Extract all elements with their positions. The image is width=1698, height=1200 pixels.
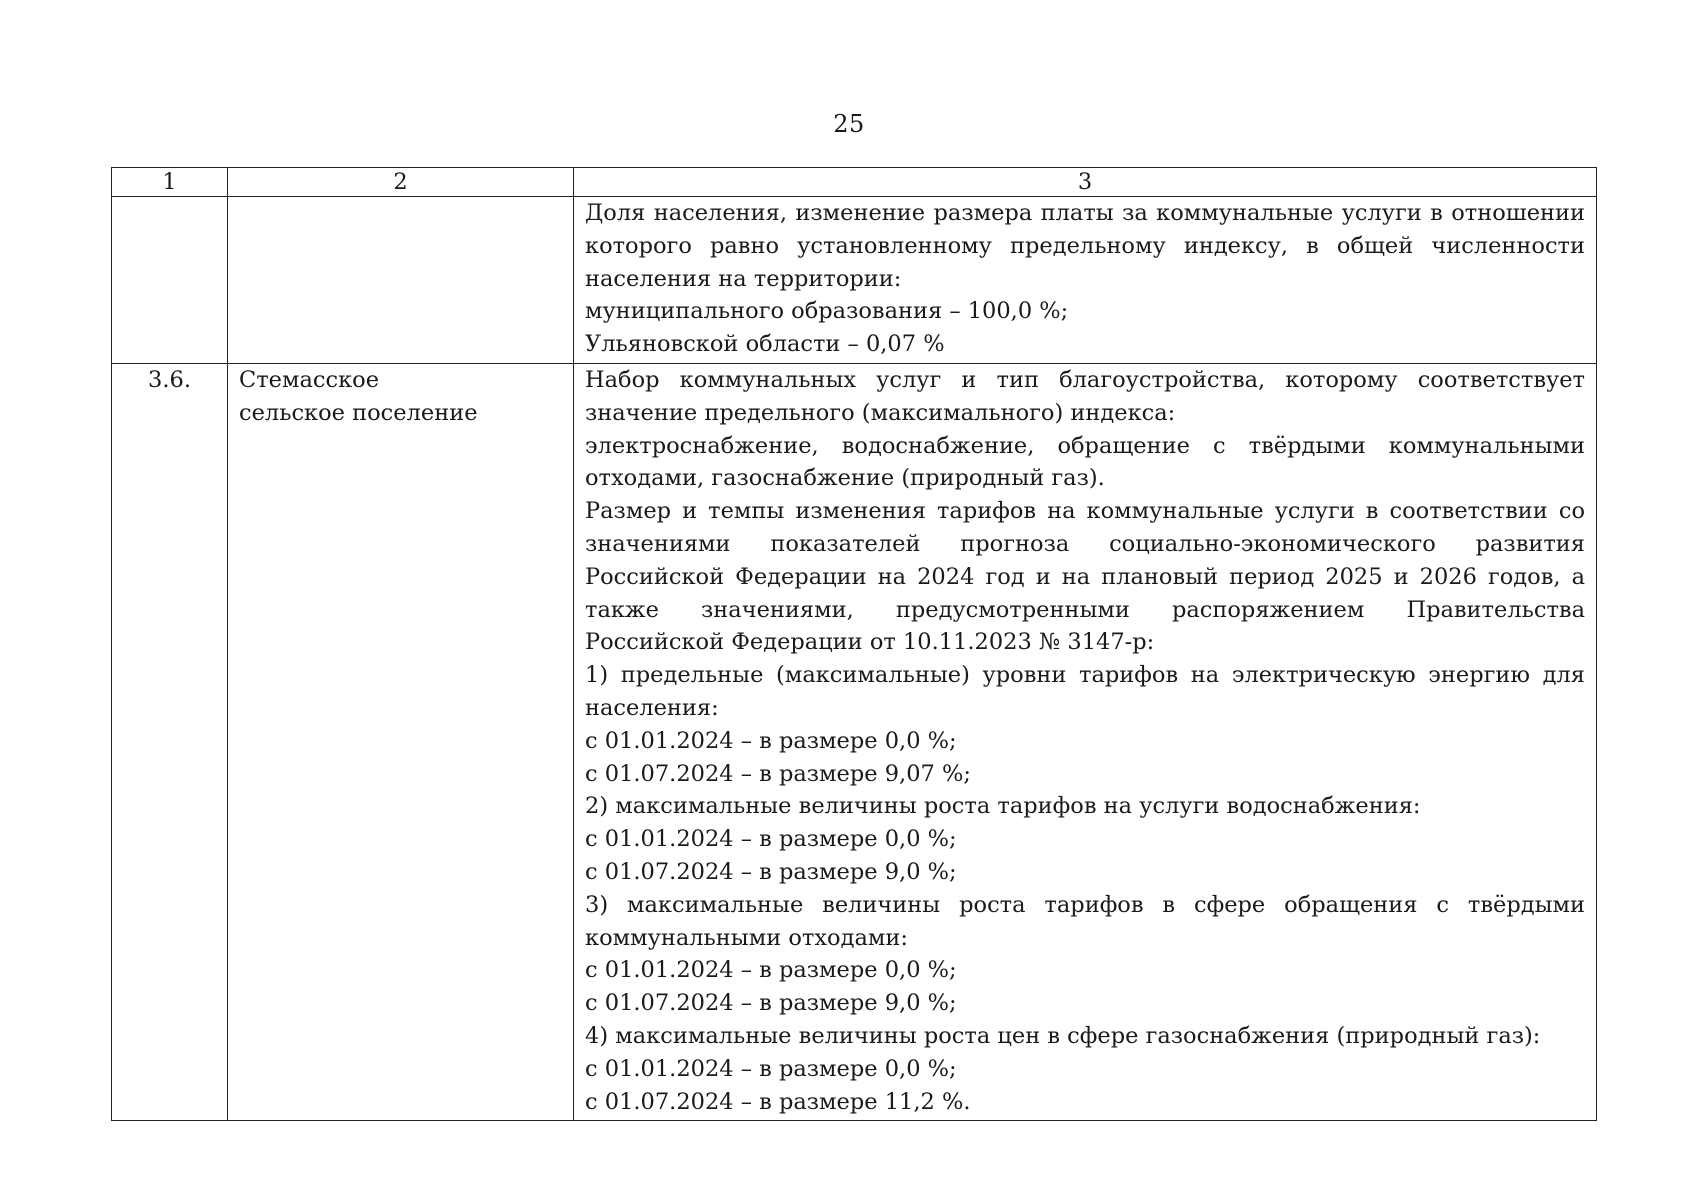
row-number-cell: [112, 197, 228, 364]
settlement-name-line: сельское поселение: [239, 399, 478, 426]
paragraph: с 01.07.2024 – в размере 9,0 %;: [585, 858, 957, 885]
row-number-cell: 3.6.: [112, 363, 228, 1120]
settlement-name-cell: [228, 197, 574, 364]
paragraph: Доля населения, изменение размера платы за коммунальные услуги в отношении которого равно установленному предельному индексу, в общей численности населения на территории:: [585, 200, 1585, 292]
paragraph: с 01.01.2024 – в размере 0,0 %;: [585, 957, 957, 984]
column-header-1: 1: [112, 168, 228, 197]
table-header-row: [112, 168, 1597, 197]
paragraph: 1) предельные (максимальные) уровни тарифов на электрическую энергию для населения:: [585, 662, 1585, 721]
page-number: 25: [833, 110, 865, 138]
paragraph: Набор коммунальных услуг и тип благоустройства, которому соответствует значение предельного (максимального) индекса:: [585, 366, 1585, 426]
paragraph: 3) максимальные величины роста тарифов в сфере обращения с твёрдыми коммунальными отходами:: [585, 891, 1585, 951]
paragraph: Ульяновской области – 0,07 %: [585, 331, 945, 358]
paragraph: с 01.01.2024 – в размере 0,0 %;: [585, 826, 957, 853]
column-header-3: 3: [574, 168, 1597, 197]
paragraph: с 01.01.2024 – в размере 0,0 %;: [585, 727, 957, 754]
indicator-description-cell: [574, 363, 1597, 1120]
indicator-description-cell: [574, 197, 1597, 364]
table-row: [112, 197, 1597, 364]
paragraph: электроснабжение, водоснабжение, обращение с твёрдыми коммунальными отходами, газоснабжение (природный газ).: [585, 432, 1585, 492]
table-row: [112, 363, 1597, 1120]
paragraph: 2) максимальные величины роста тарифов на услуги водоснабжения:: [585, 793, 1421, 820]
column-header-2: 2: [228, 168, 574, 197]
paragraph: с 01.01.2024 – в размере 0,0 %;: [585, 1055, 957, 1082]
paragraph: с 01.07.2024 – в размере 11,2 %.: [585, 1088, 971, 1115]
settlement-name-cell: [228, 363, 574, 1120]
paragraph: с 01.07.2024 – в размере 9,07 %;: [585, 760, 971, 787]
paragraph: 4) максимальные величины роста цен в сфере газоснабжения (природный газ):: [585, 1022, 1541, 1049]
paragraph: Размер и темпы изменения тарифов на коммунальные услуги в соответствии со значениями показателей прогноза социально-экономического развития Российской Федерации на 2024 год и на плановый период 2025 и 2026 годов, а также значениями, предусмотренными распоряжением Правительства Российской Федерации от 10.11.2023 № 3147-р:: [585, 498, 1585, 656]
paragraph: муниципального образования – 100,0 %;: [585, 298, 1069, 325]
tariff-table: [111, 167, 1597, 1121]
paragraph: с 01.07.2024 – в размере 9,0 %;: [585, 990, 957, 1017]
settlement-name-line: Стемасское: [239, 366, 380, 393]
